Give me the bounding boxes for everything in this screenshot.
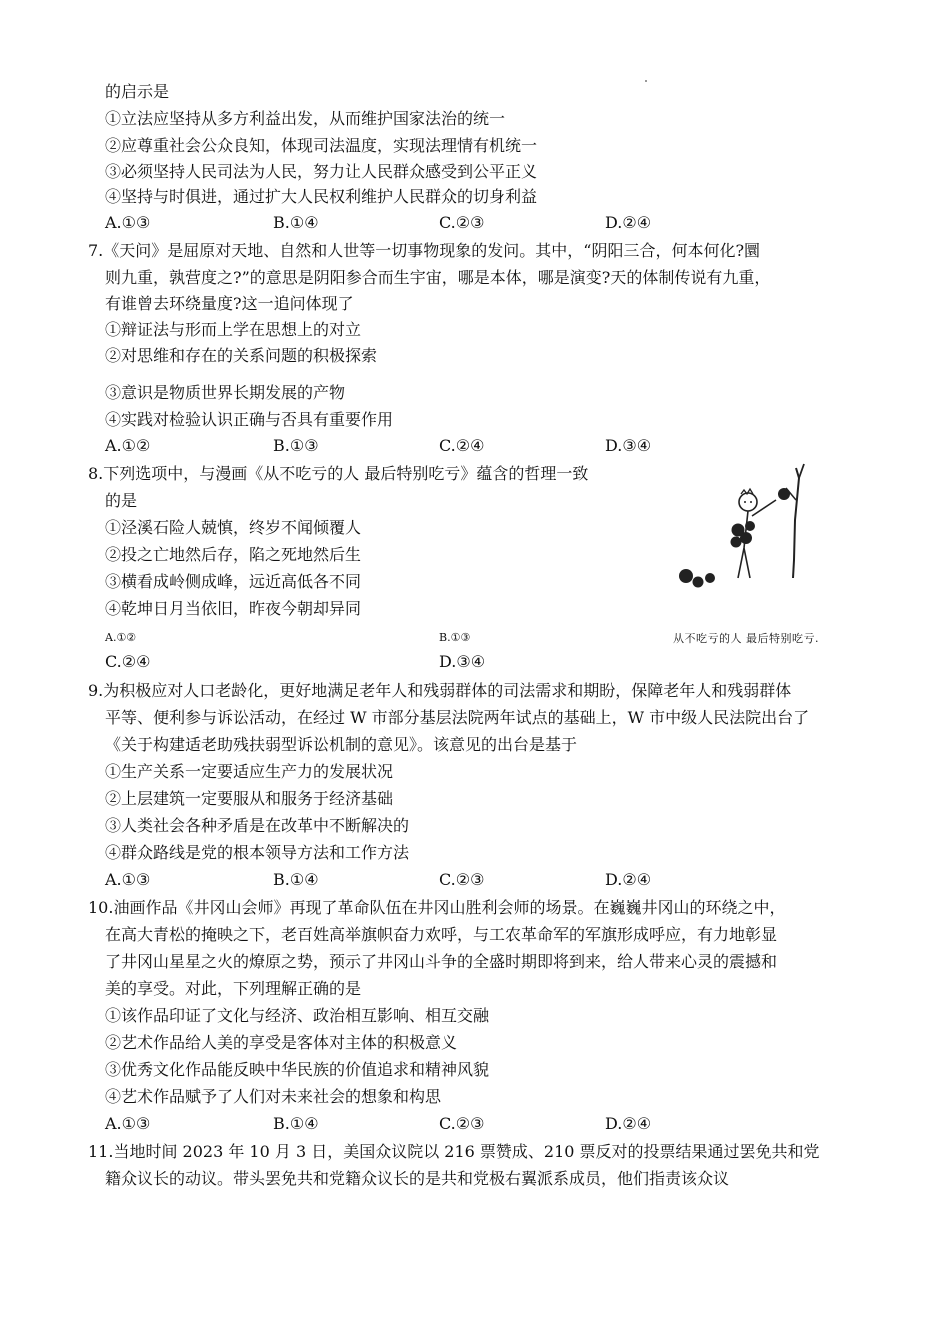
q6-item-2: ②应尊重社会公众良知，体现司法温度，实现法理情有机统一 <box>105 136 538 155</box>
q8-option-c: C.②④ <box>105 652 151 671</box>
q11-stem-line-1: 11.当地时间 2023 年 10 月 3 日，美国众议院以 216 票赞成、210 票反对的投票结果通过罢免共和党 <box>88 1142 820 1161</box>
q7-option-a: A.①② <box>105 436 151 455</box>
q6-option-c: C.②③ <box>439 213 485 232</box>
q7-option-d: D.③④ <box>605 436 652 455</box>
scan-speck <box>645 80 647 82</box>
q10-stem-line-4: 美的享受。对此，下列理解正确的是 <box>105 979 362 998</box>
q6-item-1: ①立法应坚持从多方利益出发，从而维护国家法治的统一 <box>105 109 506 128</box>
q8-stem-line-2: 的是 <box>105 491 138 510</box>
q10-stem-line-3: 了井冈山星星之火的燎原之势，预示了井冈山斗争的全盛时期即将到来，给人带来心灵的震撼和 <box>105 952 778 971</box>
q10-option-a: A.①③ <box>105 1114 151 1133</box>
q9-item-2: ②上层建筑一定要服从和服务于经济基础 <box>105 789 394 808</box>
fruit-held-2 <box>740 532 752 544</box>
person-head <box>739 493 757 511</box>
q8-item-2: ②投之亡地然后存，陷之死地然后生 <box>105 545 362 564</box>
q9-option-a: A.①③ <box>105 870 151 889</box>
q8-item-1: ①泾溪石险人兢慎，终岁不闻倾覆人 <box>105 518 362 537</box>
q8-item-3: ③横看成岭侧成峰，远近高低各不同 <box>105 572 362 591</box>
q7-stem-line-2: 则九重，孰营度之?”的意思是阴阳参合而生宇宙，哪是本体，哪是演变?天的体制传说有九重， <box>105 268 771 287</box>
q7-stem-line-1: 7.《天问》是屈原对天地、自然和人世等一切事物现象的发问。其中，“阴阳三合，何本何化?圜 <box>88 241 761 260</box>
fruit-on-tree <box>778 488 790 500</box>
q8-item-4: ④乾坤日月当依旧，昨夜今朝却异同 <box>105 599 362 618</box>
q6-option-a: A.①③ <box>105 213 151 232</box>
fruit-held-4 <box>745 521 755 531</box>
q9-stem-line-2: 平等、便利参与诉讼活动，在经过 W 市部分基层法院两年试点的基础上，W 市中级人民法院出台了 <box>105 708 810 727</box>
q9-item-1: ①生产关系一定要适应生产力的发展状况 <box>105 762 394 781</box>
q7-option-c: C.②④ <box>439 436 485 455</box>
q10-item-4: ④艺术作品赋予了人们对未来社会的想象和构思 <box>105 1087 442 1106</box>
q9-option-c: C.②③ <box>439 870 485 889</box>
q8-stem-line-1: 8.下列选项中，与漫画《从不吃亏的人 最后特别吃亏》蕴含的哲理一致 <box>88 464 589 483</box>
q9-stem-line-3: 《关于构建适老助残扶弱型诉讼机制的意见》。该意见的出台是基于 <box>105 735 578 754</box>
cartoon-caption: 从不吃亏的人 最后特别吃亏. <box>673 632 819 645</box>
q9-option-b: B.①④ <box>273 870 319 889</box>
q9-option-d: D.②④ <box>605 870 652 889</box>
q10-option-c: C.②③ <box>439 1114 485 1133</box>
q10-stem-line-1: 10.油画作品《井冈山会师》再现了革命队伍在井冈山胜利会师的场景。在巍巍井冈山的环绕之中， <box>88 898 786 917</box>
fruit-dropped-3 <box>705 573 715 583</box>
q6-option-b: B.①④ <box>273 213 319 232</box>
q6-item-4: ④坚持与时俱进，通过扩大人民权利维护人民群众的切身利益 <box>105 187 538 206</box>
q8-option-d: D.③④ <box>439 652 486 671</box>
q6-stem-end: 的启示是 <box>105 82 170 101</box>
q10-item-3: ③优秀文化作品能反映中华民族的价值追求和精神风貌 <box>105 1060 490 1079</box>
person-legs <box>738 548 750 578</box>
q7-item-2: ②对思维和存在的关系问题的积极探索 <box>105 346 378 365</box>
q9-item-3: ③人类社会各种矛盾是在改革中不断解决的 <box>105 816 410 835</box>
fruit-held-3 <box>731 537 742 548</box>
fruit-dropped-1 <box>679 569 693 583</box>
q11-stem-line-2: 籍众议长的动议。带头罢免共和党籍众议长的是共和党极右翼派系成员，他们指责该众议 <box>105 1169 730 1188</box>
cartoon-illustration <box>668 460 828 590</box>
q10-option-d: D.②④ <box>605 1114 652 1133</box>
q10-stem-line-2: 在高大青松的掩映之下，老百姓高举旗帜奋力欢呼，与工农革命军的军旗形成呼应，有力地彰显 <box>105 925 778 944</box>
tree-trunk <box>793 468 799 578</box>
q7-item-3: ③意识是物质世界长期发展的产物 <box>105 383 346 402</box>
q8-option-a: A.①② <box>105 631 137 644</box>
q7-item-1: ①辩证法与形而上学在思想上的对立 <box>105 320 362 339</box>
person-eye-right <box>750 501 752 503</box>
q7-stem-line-3: 有谁曾去环绕量度?这一追问体现了 <box>105 294 354 313</box>
q6-item-3: ③必须坚持人民司法为人民，努力让人民群众感受到公平正义 <box>105 162 538 181</box>
q9-item-4: ④群众路线是党的根本领导方法和工作方法 <box>105 843 410 862</box>
q8-option-b: B.①③ <box>439 631 471 644</box>
q10-item-2: ②艺术作品给人美的享受是客体对主体的积极意义 <box>105 1033 458 1052</box>
tree-branch <box>799 464 804 478</box>
person-eye-left <box>744 501 746 503</box>
q10-option-b: B.①④ <box>273 1114 319 1133</box>
q10-item-1: ①该作品印证了文化与经济、政治相互影响、相互交融 <box>105 1006 490 1025</box>
q6-option-d: D.②④ <box>605 213 652 232</box>
q7-option-b: B.①③ <box>273 436 319 455</box>
q7-item-4: ④实践对检验认识正确与否具有重要作用 <box>105 410 394 429</box>
q9-stem-line-1: 9.为积极应对人口老龄化，更好地满足老年人和残弱群体的司法需求和期盼，保障老年人和残弱群体 <box>88 681 792 700</box>
fruit-dropped-2 <box>693 577 704 588</box>
